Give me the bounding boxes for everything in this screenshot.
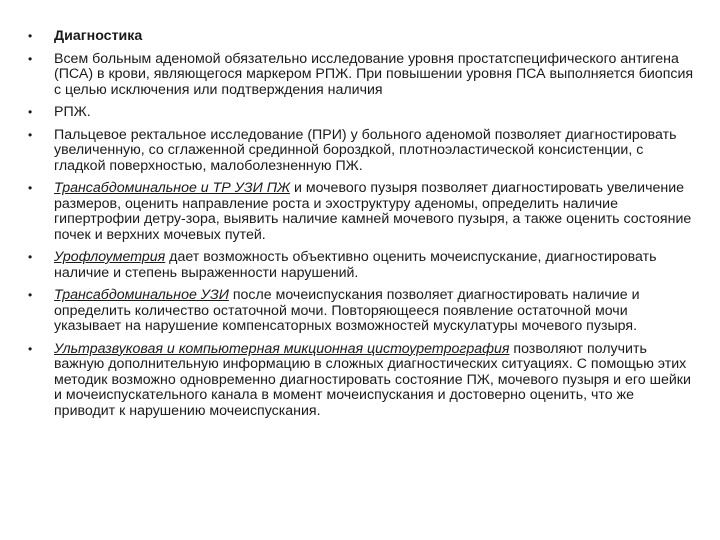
item-term: Урофлоуметрия <box>54 249 166 265</box>
item-body: и мочевого пузыря позволяет диагностировать увеличение размеров, оценить направление роста и эхоструктуру аденомы, определить наличие гипертрофии детру-зора, выявить наличие камней мочевого пузыря, а также оценить состояние почек и верхних мочевых путей. <box>54 180 692 243</box>
list-item <box>28 288 696 335</box>
item-body: Пальцевое ректальное исследование (ПРИ) у больного аденомой позволяет диагностировать увеличенную, со сглаженной срединной бороздкой, плотноэластической консистенции, с гладкой поверхностью, малоболезненную ПЖ. <box>54 126 677 174</box>
item-body: РПЖ. <box>54 104 91 120</box>
item-text <box>54 250 696 281</box>
bullet-icon: • <box>28 288 33 302</box>
heading-text: Диагностика <box>54 28 143 44</box>
bullet-list <box>28 29 696 419</box>
bullet-icon: • <box>28 127 33 142</box>
item-term: Трансабдоминальное УЗИ <box>54 287 229 303</box>
item-text <box>54 105 696 121</box>
item-term: Ультразвуковая и компьютерная микционная цистоуретрография <box>54 340 510 357</box>
bullet-icon: • <box>28 29 33 43</box>
bullet-icon: • <box>28 250 33 264</box>
item-text <box>54 181 696 243</box>
list-item <box>28 52 696 99</box>
list-item <box>28 342 696 420</box>
item-body: после мочеиспускания позволяет диагностировать наличие и определить количество остаточной мочи. Повторяющееся появление остаточной мочи указывает на нарушение компенсаторных возможностей мускулатуры мочевого пузыря. <box>54 287 640 334</box>
item-text <box>54 52 696 99</box>
item-text <box>54 128 696 175</box>
item-body: позволяют получить важную дополнительную информацию в сложных диагностических ситуациях. С помощью этих методик возможно одновременно диагностировать состояние ПЖ, мочевого пузыря и его шейки и мочеиспускательного канала в момент мочеиспускания и достоверно оценить, что же приводит к нарушению мочеиспускания. <box>54 340 691 419</box>
list-item <box>28 105 696 121</box>
list-item <box>28 128 696 175</box>
list-item <box>28 250 696 281</box>
bullet-icon: • <box>28 51 33 66</box>
item-text <box>54 288 696 335</box>
item-text <box>54 342 696 420</box>
bullet-icon: • <box>28 105 33 119</box>
item-text <box>54 29 696 45</box>
item-body: Всем больным аденомой обязательно исследование уровня простатспецифического антигена (ПСА) в крови, являющегося маркером РПЖ. При повышении уровня ПСА выполняется биопсия с целью исключения или подтверждения наличия <box>54 50 694 98</box>
bullet-icon: • <box>28 181 33 195</box>
list-item-heading <box>28 29 696 45</box>
bullet-icon: • <box>28 341 33 356</box>
item-term: Трансабдоминальное и ТР УЗИ ПЖ <box>54 180 291 196</box>
item-body: дает возможность объективно оценить мочеиспускание, диагностировать наличие и степень выраженности нарушений. <box>54 249 657 281</box>
list-item <box>28 181 696 243</box>
